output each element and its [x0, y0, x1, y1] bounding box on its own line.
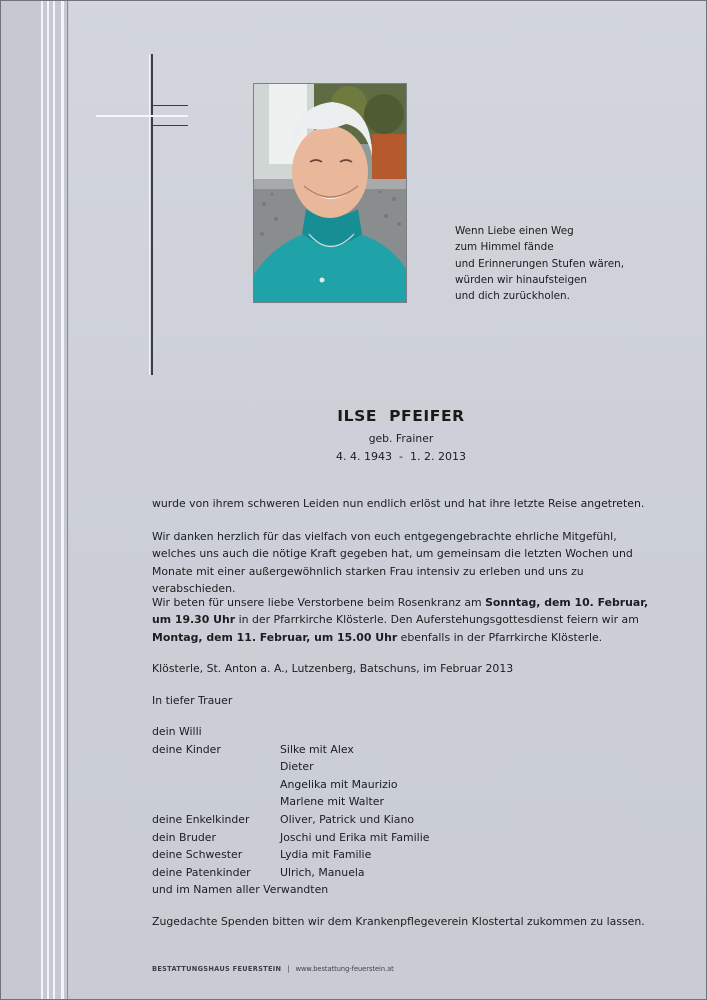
- funeral-home-url: www.bestattung-feuerstein.at: [295, 965, 394, 973]
- portrait-photo: [253, 83, 407, 303]
- stripe-line: [61, 1, 64, 999]
- rosary-date: Sonntag, dem 10. Februar, um 19.30 Uhr: [152, 596, 649, 627]
- mourner-row: dein Bruder Joschi und Erika mit Familie: [152, 830, 430, 844]
- mourner-row: deine Kinder Silke mit Alex: [152, 742, 354, 756]
- stripe-line: [41, 1, 43, 999]
- footer-separator: |: [287, 965, 290, 973]
- mourner-row: deine Schwester Lydia mit Familie: [152, 848, 372, 862]
- life-dates: 4. 4. 1943 - 1. 2. 2013: [336, 450, 466, 463]
- mourner-row: Angelika mit Maurizio: [280, 777, 398, 791]
- last-name: PFEIFER: [389, 407, 465, 425]
- place-and-date: Klösterle, St. Anton a. A., Lutzenberg, Batschuns, im Februar 2013: [152, 662, 514, 675]
- mourner-row: deine Patenkinder Ulrich, Manuela: [152, 865, 365, 879]
- left-stripe-border: [1, 1, 69, 999]
- mourner-row: und im Namen aller Verwandten: [152, 883, 329, 897]
- mourner-row: dein Willi: [152, 725, 202, 738]
- footer: [152, 965, 394, 973]
- paragraph-thanks: Wir danken herzlich für das vielfach von euch entgegengebrachte ehrliche Mitgefühl, welches uns auch die nötige Kraft gegeben hat, um gemeinsam die letzten Wochen und Monate mit einer außergewöhnlich starken Frau intensiv zu erleben und uns zu verabschieden.: [152, 530, 633, 595]
- poem-line: würden wir hinaufsteigen: [455, 273, 588, 286]
- paragraph-release: wurde von ihrem schweren Leiden nun endlich erlöst und hat ihre letzte Reise angetreten.: [152, 497, 645, 510]
- paragraph-services: Wir beten für unsere liebe Verstorbene beim Rosenkranz am Sonntag, dem 10. Februar, um 19.30 Uhr in der Pfarrkirche Klösterle. Den Auferstehungsgottesdienst feiern wir am Montag, dem 11. Februar, um 15.00 Uhr ebenfalls in der Pfarrkirche Klösterle.: [152, 596, 649, 644]
- poem-line: und dich zurückholen.: [455, 290, 570, 303]
- stripe-line: [47, 1, 49, 999]
- first-name: ILSE: [337, 407, 378, 425]
- mourner-row: deine Enkelkinder Oliver, Patrick und Kiano: [152, 812, 415, 826]
- mass-date: Montag, dem 11. Februar, um 15.00 Uhr: [152, 630, 398, 644]
- poem-line: und Erinnerungen Stufen wären,: [455, 257, 625, 270]
- stripe-edge: [67, 1, 68, 999]
- poem: [455, 223, 675, 304]
- funeral-home-name: BESTATTUNGSHAUS FEUERSTEIN: [152, 965, 282, 973]
- mourner-row: Dieter: [280, 760, 314, 774]
- mourners-list: [152, 723, 552, 899]
- mourner-row: Marlene mit Walter: [280, 795, 384, 809]
- mourning-phrase: In tiefer Trauer: [152, 694, 233, 707]
- poem-line: zum Himmel fände: [455, 241, 554, 254]
- donation-note: Zugedachte Spenden bitten wir dem Krankenpflegeverein Klostertal zukommen zu lassen.: [152, 915, 645, 928]
- birth-name: geb. Frainer: [368, 432, 434, 445]
- stripe-line: [53, 1, 55, 999]
- deceased-name: [1, 407, 706, 425]
- poem-line: Wenn Liebe einen Weg: [455, 225, 574, 237]
